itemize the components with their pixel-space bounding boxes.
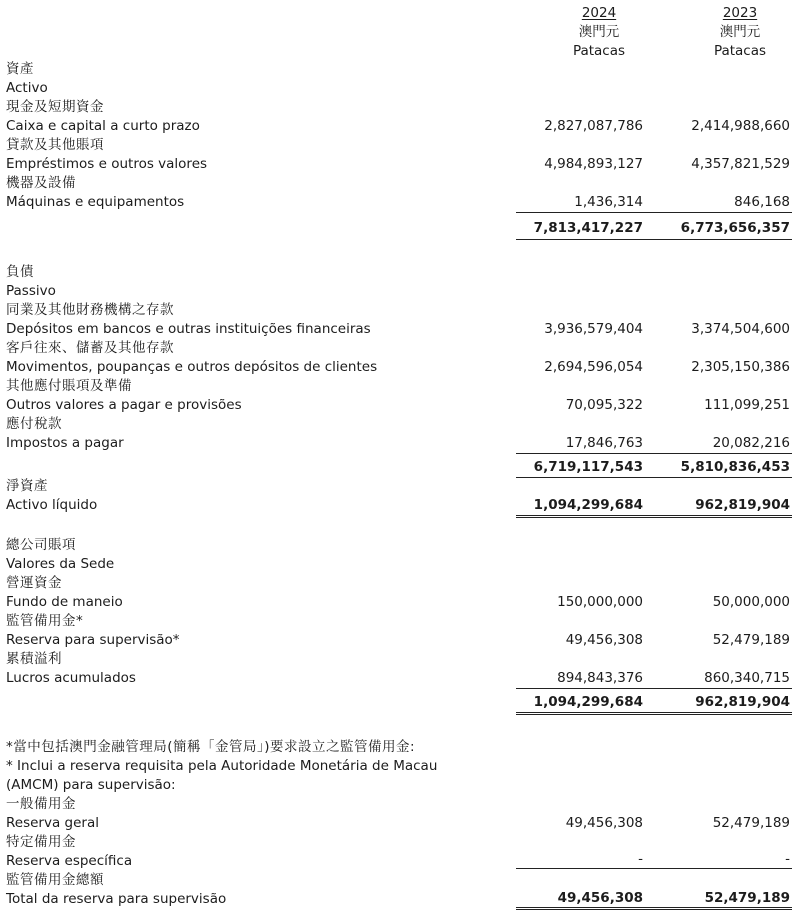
- asset-label-pt: Empréstimos e outros valores: [6, 156, 208, 172]
- footnote-pt-line2: (AMCM) para supervisão:: [6, 777, 176, 793]
- liability-value-2023: 2,305,150,386: [691, 359, 790, 375]
- column-header-2024: [539, 4, 659, 61]
- head-office-value-2023: 50,000,000: [712, 594, 790, 610]
- asset-value-2023: 2,414,988,660: [691, 118, 790, 134]
- reserve-total-2023: 52,479,189: [704, 890, 790, 906]
- total-rule: [516, 239, 792, 240]
- asset-value-2024: 1,436,314: [574, 194, 643, 210]
- liabilities-total-2024: 6,719,117,543: [533, 459, 643, 475]
- liability-value-2024: 70,095,322: [565, 397, 643, 413]
- head-office-label-pt: Reserva para supervisão*: [6, 632, 180, 648]
- reserve-label-pt: Reserva específica: [6, 853, 133, 869]
- reserve-label-zh: 一般備用金: [6, 796, 76, 812]
- reserve-label-pt: Reserva geral: [6, 815, 99, 831]
- liability-value-2024: 17,846,763: [565, 435, 643, 451]
- reserve-value-2023: 52,479,189: [712, 815, 790, 831]
- head-office-title-pt: Valores da Sede: [6, 556, 115, 572]
- reserve-value-2024: 49,456,308: [565, 815, 643, 831]
- head-office-label-zh: 營運資金: [6, 575, 62, 591]
- liability-label-zh: 應付稅款: [6, 416, 62, 432]
- subtotal-rule: [516, 688, 792, 689]
- assets-title-zh: 資產: [6, 61, 34, 77]
- currency-pt-2023: Patacas: [713, 43, 767, 59]
- head-office-value-2023: 52,479,189: [712, 632, 790, 648]
- year-2023: 2023: [722, 5, 758, 21]
- currency-pt-2024: Patacas: [572, 43, 626, 59]
- reserve-total-label-pt: Total da reserva para supervisão: [6, 891, 227, 907]
- head-office-label-zh: 監管備用金*: [6, 613, 84, 629]
- subtotal-rule: [516, 868, 792, 869]
- liabilities-title-pt: Passivo: [6, 283, 56, 299]
- assets-total-2024: 7,813,417,227: [533, 220, 643, 236]
- head-office-total-2024: 1,094,299,684: [533, 694, 643, 710]
- subtotal-rule: [516, 212, 792, 213]
- liability-label-pt: Impostos a pagar: [6, 435, 124, 451]
- head-office-title-zh: 總公司賬項: [6, 537, 76, 553]
- liability-label-pt: Depósitos em bancos e outras instituições financeiras: [6, 321, 371, 337]
- liability-value-2024: 3,936,579,404: [544, 321, 643, 337]
- reserve-total-double-rule: [516, 907, 792, 910]
- head-office-value-2024: 150,000,000: [557, 594, 643, 610]
- liabilities-title-zh: 負債: [6, 264, 34, 280]
- asset-value-2023: 4,357,821,529: [691, 156, 790, 172]
- total-rule: [516, 477, 792, 478]
- asset-label-pt: Caixa e capital a curto prazo: [6, 118, 200, 134]
- head-office-value-2024: 894,843,376: [557, 670, 643, 686]
- asset-value-2023: 846,168: [734, 194, 790, 210]
- liability-value-2024: 2,694,596,054: [544, 359, 643, 375]
- liability-label-zh: 客戶往來、儲蓄及其他存款: [6, 340, 174, 356]
- reserve-label-zh: 特定備用金: [6, 834, 76, 850]
- head-office-label-zh: 累積溢利: [6, 651, 62, 667]
- net-assets-double-rule: [516, 515, 792, 518]
- reserve-total-label-zh: 監管備用金總額: [6, 872, 104, 888]
- net-assets-2023: 962,819,904: [695, 497, 790, 513]
- asset-label-zh: 機器及設備: [6, 175, 76, 191]
- assets-title-pt: Activo: [6, 80, 48, 96]
- head-office-value-2024: 49,456,308: [565, 632, 643, 648]
- currency-zh-2023: 澳門元: [719, 24, 761, 40]
- footnote-pt-line1: * Inclui a reserva requisita pela Autoridade Monetária de Macau: [6, 758, 438, 774]
- column-header-2023: [680, 4, 800, 61]
- net-assets-label-pt: Activo líquido: [6, 497, 98, 513]
- asset-label-zh: 貸款及其他賬項: [6, 137, 104, 153]
- liability-value-2023: 20,082,216: [712, 435, 790, 451]
- net-assets-2024: 1,094,299,684: [533, 497, 643, 513]
- reserve-value-2024: -: [638, 851, 643, 867]
- head-office-total-2023: 962,819,904: [695, 694, 790, 710]
- footnote-zh: *當中包括澳門金融管理局(簡稱「金管局」)要求設立之監管備用金:: [6, 739, 416, 755]
- head-office-value-2023: 860,340,715: [704, 670, 790, 686]
- head-office-double-rule: [516, 712, 792, 715]
- reserve-value-2023: -: [785, 851, 790, 867]
- currency-zh-2024: 澳門元: [578, 24, 620, 40]
- liability-label-zh: 同業及其他財務機構之存款: [6, 302, 174, 318]
- subtotal-rule: [516, 453, 792, 454]
- liability-label-zh: 其他應付賬項及準備: [6, 378, 132, 394]
- asset-label-zh: 現金及短期資金: [6, 99, 104, 115]
- liability-value-2023: 111,099,251: [704, 397, 790, 413]
- liability-label-pt: Outros valores a pagar e provisões: [6, 397, 242, 413]
- year-2024: 2024: [581, 5, 617, 21]
- liability-value-2023: 3,374,504,600: [691, 321, 790, 337]
- reserve-total-2024: 49,456,308: [557, 890, 643, 906]
- head-office-label-pt: Lucros acumulados: [6, 670, 136, 686]
- asset-value-2024: 2,827,087,786: [544, 118, 643, 134]
- asset-value-2024: 4,984,893,127: [544, 156, 643, 172]
- liabilities-total-2023: 5,810,836,453: [680, 459, 790, 475]
- head-office-label-pt: Fundo de maneio: [6, 594, 123, 610]
- liability-label-pt: Movimentos, poupanças e outros depósitos de clientes: [6, 359, 378, 375]
- assets-total-2023: 6,773,656,357: [680, 220, 790, 236]
- net-assets-label-zh: 淨資產: [6, 478, 48, 494]
- asset-label-pt: Máquinas e equipamentos: [6, 194, 185, 210]
